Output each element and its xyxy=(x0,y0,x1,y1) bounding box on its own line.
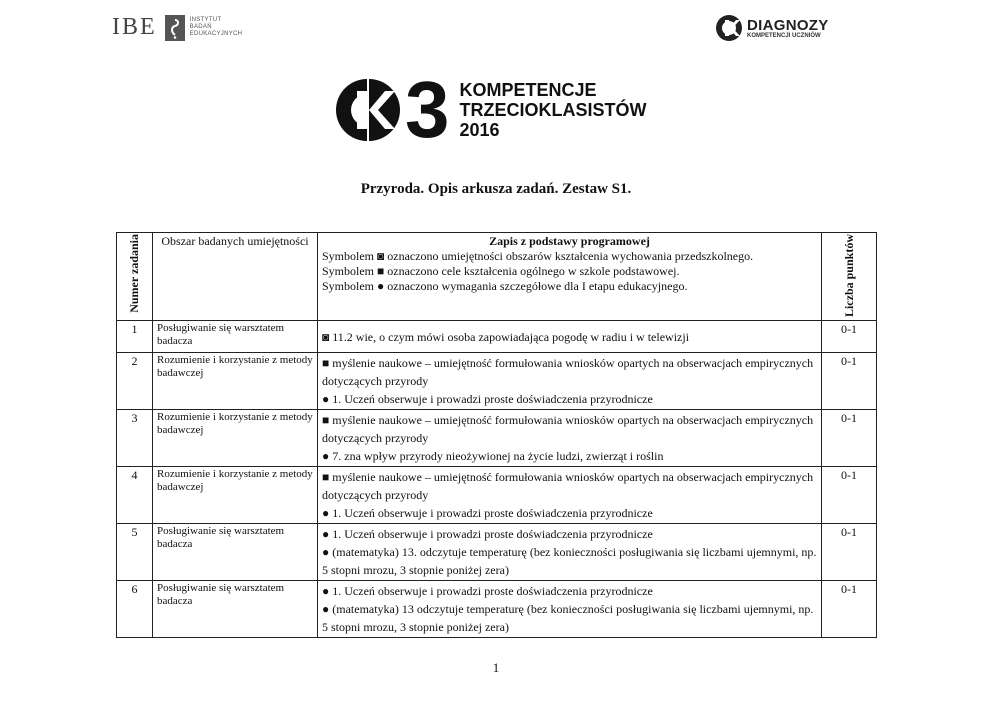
diagnozy-logo xyxy=(715,14,829,42)
points: 0-1 xyxy=(822,410,877,467)
points: 0-1 xyxy=(822,581,877,638)
points: 0-1 xyxy=(822,467,877,524)
k3-digit: 3 xyxy=(405,65,450,154)
task-number: 5 xyxy=(117,524,153,581)
record-line: ● 1. Uczeń obserwuje i prowadzi proste doświadczenia przyrodnicze xyxy=(322,584,653,598)
page-number: 1 xyxy=(492,660,500,675)
k3-title-line: 2016 xyxy=(459,120,500,140)
ibe-subtitle xyxy=(190,17,243,38)
record-line: ■ myślenie naukowe – umiejętność formułowania wniosków opartych na obserwacjach empirycznych dotyczących przyrody xyxy=(322,413,814,445)
record-line: ● (matematyka) 13. odczytuje temperaturę (bez konieczności posługiwania się liczbami ujemnymi, np. 5 stopni mrozu, 3 stopnie poniżej zera) xyxy=(322,545,817,577)
ibe-wordmark: IBE xyxy=(112,14,157,40)
points: 0-1 xyxy=(822,353,877,410)
points: 0-1 xyxy=(822,321,877,353)
ibe-logo xyxy=(112,14,242,41)
record-line: ● 1. Uczeń obserwuje i prowadzi proste doświadczenia przyrodnicze xyxy=(322,506,653,520)
record-line: ● 1. Uczeń obserwuje i prowadzi proste doświadczenia przyrodnicze xyxy=(322,527,653,541)
k-logo-icon xyxy=(715,14,743,42)
record-line: ■ myślenie naukowe – umiejętność formułowania wniosków opartych na obserwacjach empirycznych dotyczących przyrody xyxy=(322,356,814,388)
ibe-sub-line: EDUKACYJNYCH xyxy=(189,31,243,37)
header-record-title: Zapis z podstawy programowej xyxy=(489,234,650,248)
k3-logo xyxy=(333,65,647,154)
table-row xyxy=(117,581,877,638)
task-specification-table xyxy=(116,232,877,638)
record-line: ◙ 11.2 wie, o czym mówi osoba zapowiadająca pogodę w radiu i w telewizji xyxy=(322,329,690,344)
task-number: 1 xyxy=(117,321,153,353)
points: 0-1 xyxy=(822,524,877,581)
curriculum-record xyxy=(318,410,822,467)
skill-area: Posługiwanie się warsztatem badacza xyxy=(153,321,318,353)
skill-area: Rozumienie i korzystanie z metody badawczej xyxy=(153,410,318,467)
curriculum-record xyxy=(318,353,822,410)
skill-area: Posługiwanie się warsztatem badacza xyxy=(153,524,318,581)
record-line: ■ myślenie naukowe – umiejętność formułowania wniosków opartych na obserwacjach empirycznych dotyczących przyrody xyxy=(322,470,814,502)
header-record-line: Symbolem ◙ oznaczono umiejętności obszarów kształcenia wychowania przedszkolnego. xyxy=(322,249,754,263)
document-title: Przyroda. Opis arkusza zadań. Zestaw S1. xyxy=(360,181,632,197)
header-record-line: Symbolem ■ oznaczono cele kształcenia ogólnego w szkole podstawowej. xyxy=(322,264,680,278)
ibe-sub-line: INSTYTUT xyxy=(189,17,222,23)
header-points: Liczba punktów xyxy=(822,233,877,321)
k3-title-line: KOMPETENCJE xyxy=(459,80,597,100)
skill-area: Rozumienie i korzystanie z metody badawczej xyxy=(153,467,318,524)
table-row xyxy=(117,524,877,581)
skill-area: Rozumienie i korzystanie z metody badawczej xyxy=(153,353,318,410)
table-row xyxy=(117,410,877,467)
table-row xyxy=(117,321,877,353)
task-number: 6 xyxy=(117,581,153,638)
curriculum-record xyxy=(318,467,822,524)
header-curriculum-record xyxy=(318,233,822,321)
ibe-sub-line: BADAŃ xyxy=(189,24,212,30)
task-number: 3 xyxy=(117,410,153,467)
diagnozy-text xyxy=(747,18,829,39)
record-line: ● 7. zna wpływ przyrody nieożywionej na życie ludzi, zwierząt i roślin xyxy=(322,449,664,463)
record-line: ● (matematyka) 13 odczytuje temperaturę (bez konieczności posługiwania się liczbami ujemnymi, np. 5 stopni mrozu, 3 stopnie poniżej zera) xyxy=(322,602,814,634)
header-task-number: Numer zadania xyxy=(117,233,153,321)
diagnozy-subtitle: KOMPETENCJI UCZNIÓW xyxy=(747,32,821,39)
k3-title xyxy=(460,80,647,140)
table-row xyxy=(117,353,877,410)
skill-area: Posługiwanie się warsztatem badacza xyxy=(153,581,318,638)
ibe-emblem-icon xyxy=(165,15,185,41)
k3-k-icon xyxy=(333,78,403,142)
task-number: 2 xyxy=(117,353,153,410)
header-record-line: Symbolem ● oznaczono wymagania szczegółowe dla I etapu edukacyjnego. xyxy=(322,279,688,293)
table-row xyxy=(117,467,877,524)
diagnozy-title: DIAGNOZY xyxy=(747,16,829,34)
task-number: 4 xyxy=(117,467,153,524)
table-header-row xyxy=(117,233,877,321)
curriculum-record xyxy=(318,581,822,638)
header-skill-area: Obszar badanych umiejętności xyxy=(153,233,318,321)
record-line: ● 1. Uczeń obserwuje i prowadzi proste doświadczenia przyrodnicze xyxy=(322,392,653,406)
curriculum-record xyxy=(318,321,822,353)
curriculum-record xyxy=(318,524,822,581)
k3-title-line: TRZECIOKLASISTÓW xyxy=(459,100,647,120)
